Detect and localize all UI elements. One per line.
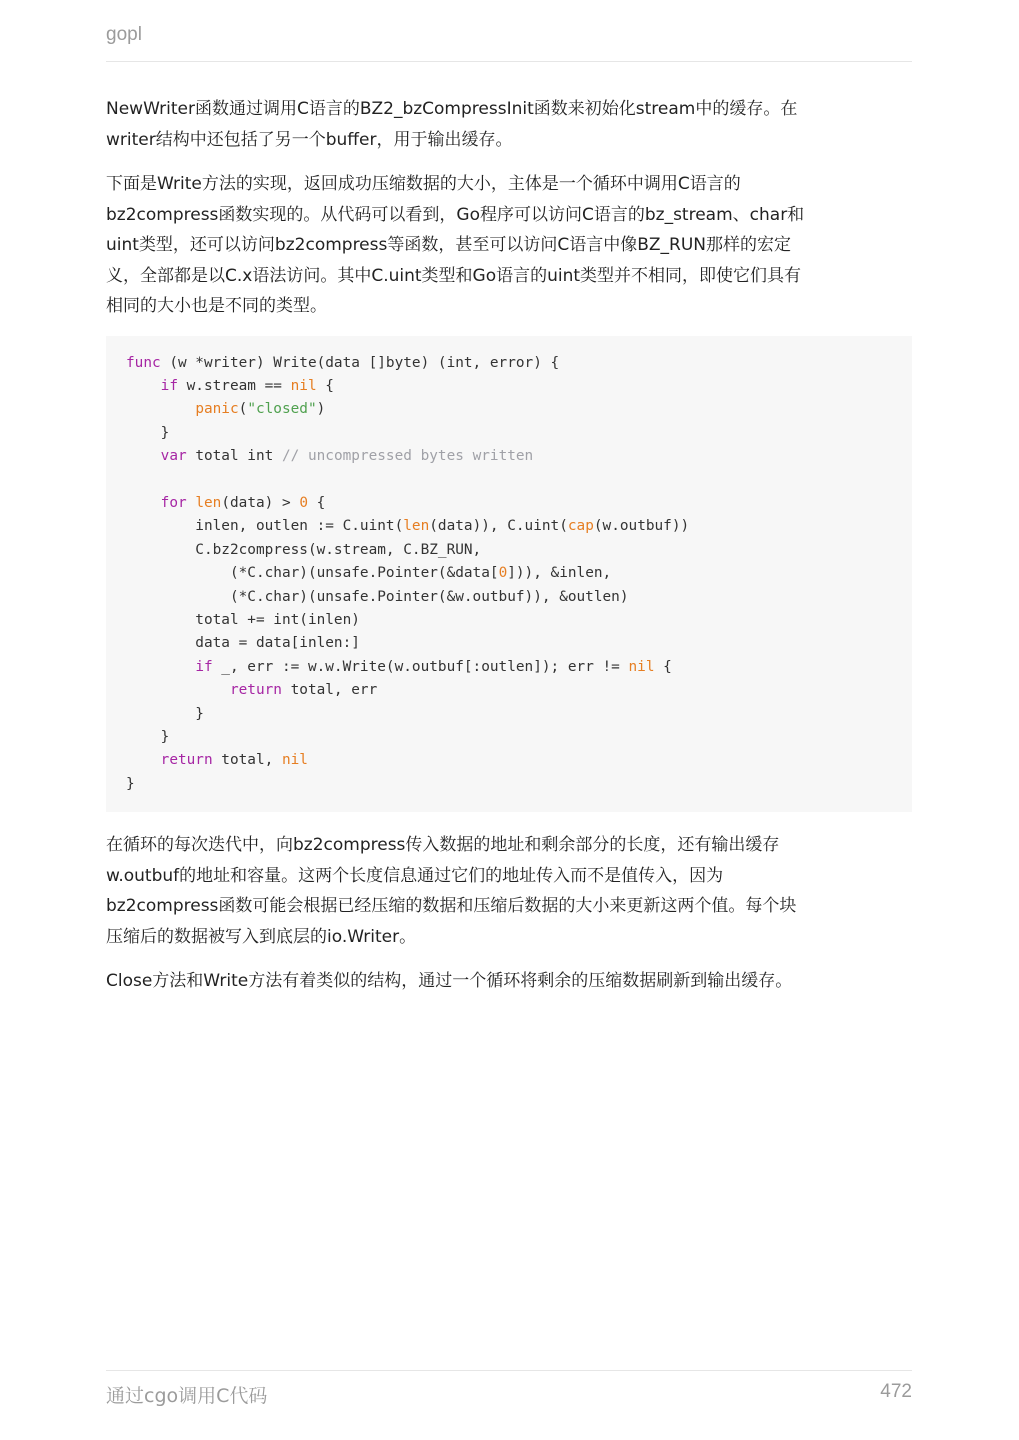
code-token: (*C.char)(unsafe.Pointer(&data[ — [126, 565, 499, 582]
code-token: return — [229, 682, 282, 699]
code-token: total, — [212, 752, 282, 769]
code-token: } — [126, 705, 204, 722]
code-line — [126, 401, 325, 417]
code-token: } — [126, 729, 170, 745]
code-line — [126, 635, 360, 651]
code-token: (data) > — [221, 494, 300, 511]
code-token: len — [195, 494, 222, 511]
chapter-title: 通过cgo调用C代码 — [106, 1385, 268, 1407]
code-token: nil — [281, 752, 308, 769]
code-token: } — [126, 775, 135, 792]
code-token: (*C.char)(unsafe.Pointer(&w.outbuf)), &outlen) — [126, 588, 629, 605]
code-token — [126, 752, 161, 768]
code-token: { — [316, 377, 334, 394]
book-title: gopl — [106, 24, 142, 45]
code-token: ( — [238, 401, 248, 418]
code-token: C.bz2compress(w.stream, C.BZ_RUN, — [126, 541, 482, 558]
code-token: } — [126, 424, 170, 441]
code-token: "closed" — [247, 401, 317, 418]
code-line — [126, 752, 308, 768]
code-line — [126, 776, 135, 792]
code-token: for — [160, 494, 187, 511]
code-token: (w *writer) Write(data []byte) (int, error) { — [160, 354, 560, 371]
code-line — [126, 729, 169, 745]
code-line — [126, 518, 689, 534]
code-token: cap — [567, 518, 594, 535]
code-token: w.stream == — [177, 377, 291, 394]
code-token: (w.outbuf)) — [593, 518, 690, 535]
code-token: { — [654, 658, 672, 675]
page-footer — [106, 1370, 912, 1421]
code-token — [126, 682, 230, 698]
code-line — [126, 378, 334, 394]
code-line — [126, 495, 325, 511]
code-line — [126, 542, 481, 558]
code-token: total int — [186, 448, 282, 465]
code-line — [126, 355, 559, 371]
code-token: if — [160, 377, 178, 394]
code-line — [126, 612, 360, 628]
paragraph-loop-iteration: 在循环的每次迭代中，向bz2compress传入数据的地址和剩余部分的长度，还有输出缓存 w.outbuf的地址和容量。这两个长度信息通过它们的地址传入而不是值传入，因为 bz2compress函数可能会根据已经压缩的数据和压缩后数据的大小来更新这两个值。每个块 压缩后的数据被写入到底层的io.Writer。 — [106, 835, 797, 947]
page-number: 472 — [880, 1381, 912, 1402]
code-token: // uncompressed bytes written — [281, 448, 534, 465]
code-token — [126, 495, 161, 511]
code-token: (data)), C.uint( — [429, 518, 568, 535]
code-line — [126, 565, 611, 581]
code-line — [126, 589, 629, 605]
paragraph-close-method: Close方法和Write方法有着类似的结构，通过一个循环将剩余的压缩数据刷新到输出缓存。 — [106, 971, 793, 992]
code-line — [126, 448, 533, 464]
code-token: total, err — [281, 682, 378, 699]
code-block-write-method — [106, 336, 912, 813]
code-token: var — [160, 448, 187, 465]
code-token: { — [307, 494, 326, 511]
code-token: _, err := w.w.Write(w.outbuf[:outlen]); err != — [212, 658, 629, 675]
code-token: len — [403, 518, 430, 535]
code-token — [126, 401, 195, 417]
code-token: func — [126, 354, 161, 371]
code-token: inlen, outlen := C.uint( — [126, 518, 404, 535]
paragraph-newwriter: NewWriter函数通过调用C语言的BZ2_bzCompressInit函数来初始化stream中的缓存。在 writer结构中还包括了另一个buffer，用于输出缓存。 — [106, 99, 798, 150]
code-token: return — [160, 752, 213, 769]
code-line — [126, 706, 204, 722]
code-token: if — [195, 658, 213, 675]
code-line — [126, 682, 377, 698]
code-token: ) — [316, 401, 326, 418]
code-token: 0 — [299, 494, 308, 511]
code-line — [126, 425, 169, 441]
code-token — [126, 378, 161, 394]
code-token: data = data[inlen:] — [126, 635, 360, 652]
code-token: ])), &inlen, — [507, 565, 612, 582]
code-token: 0 — [498, 565, 508, 582]
code-token: nil — [628, 658, 655, 675]
code-line — [126, 659, 672, 675]
code-token: nil — [290, 377, 317, 394]
paragraph-write-method: 下面是Write方法的实现，返回成功压缩数据的大小，主体是一个循环中调用C语言的 bz2compress函数实现的。从代码可以看到，Go程序可以访问C语言的bz_stream、char和 uint类型，还可以访问bz2compress等函数，甚至可以访问C语言中像BZ_RUN那样的宏定 义，全部都是以C.x语法访问。其中C.uint类型和Go语言的uint类型并不相同，即使它们具有 相同的大小也是不同的类型。 — [106, 174, 805, 316]
code-token: panic — [195, 401, 239, 418]
code-token — [126, 659, 195, 675]
code-token — [126, 448, 161, 464]
page-content — [106, 94, 912, 1011]
page-header — [106, 24, 912, 62]
code-token: total += int(inlen) — [126, 611, 360, 628]
